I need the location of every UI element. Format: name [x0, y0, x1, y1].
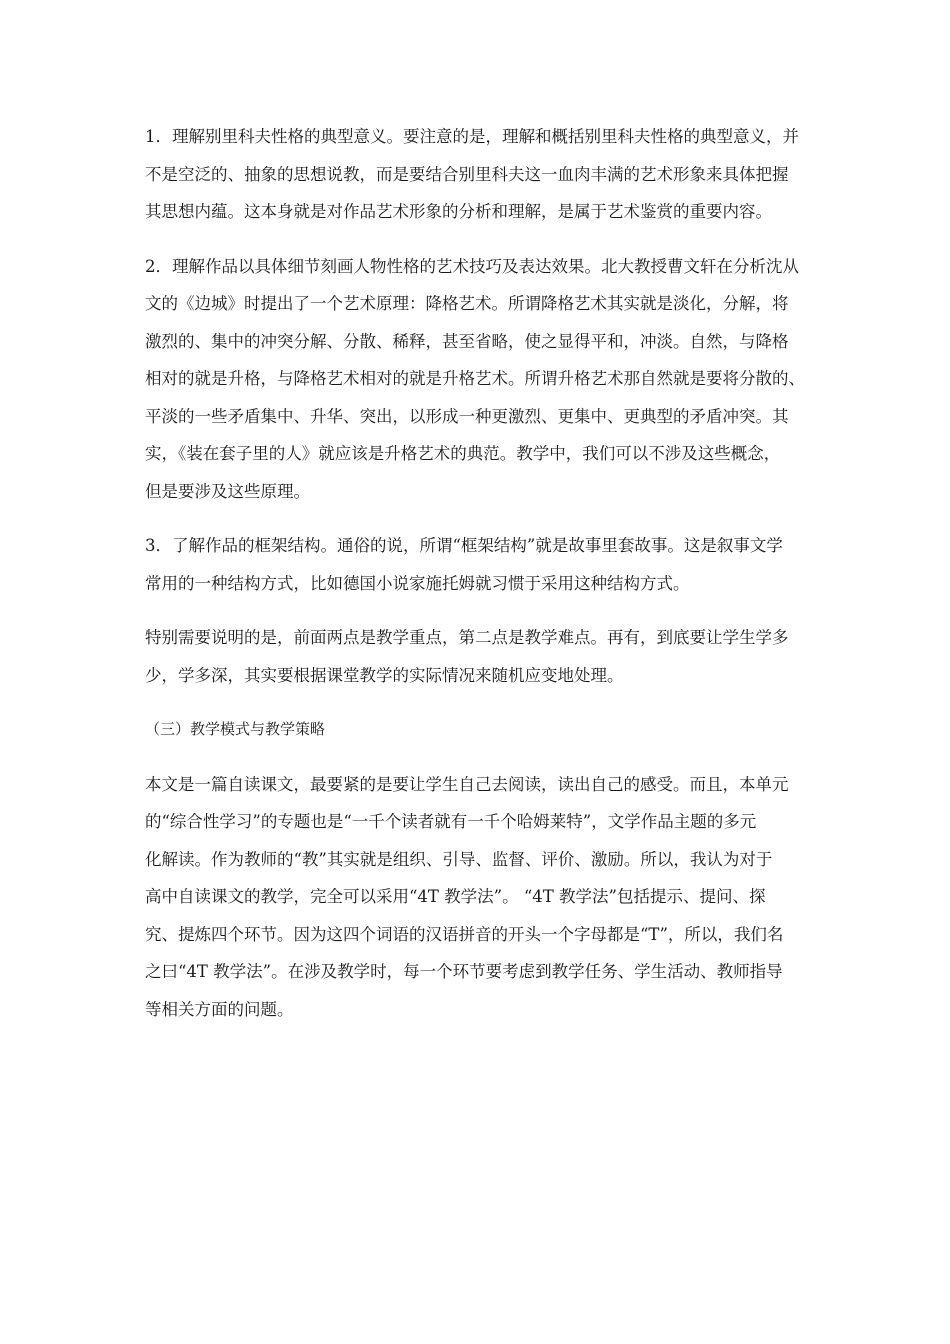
text-line: 的“综合性学习”的专题也是“一千个读者就有一千个哈姆莱特”，文学作品主题的多元	[145, 812, 757, 831]
text-line: 但是要涉及这些原理。	[145, 481, 310, 501]
text-line: 常用的一种结构方式，比如德国小说家施托姆就习惯于采用这种结构方式。	[145, 573, 690, 593]
text-line: 少，学多深，其实要根据课堂教学的实际情况来随机应变地处理。	[145, 665, 624, 685]
text-line: 之曰“4T 教学法”。在涉及教学时，每一个环节要考虑到教学任务、学生活动、教师指导	[145, 962, 783, 981]
text-line: 其思想内蕴。这本身就是对作品艺术形象的分析和理解，是属于艺术鉴赏的重要内容。	[145, 202, 772, 221]
paragraph-point-3	[145, 527, 810, 602]
text-line: 激烈的、集中的冲突分解、分散、稀释，甚至省略，使之显得平和，冲淡。自然，与降格	[145, 331, 789, 351]
text-line: 相对的就是升格，与降格艺术相对的就是升格艺术。所谓升格艺术那自然就是要将分散的、	[145, 369, 805, 388]
text-line: 3．了解作品的框架结构。通俗的说，所谓“框架结构”就是故事里套故事。这是叙事文学	[145, 536, 783, 555]
paragraph-note	[145, 619, 810, 694]
document-body	[145, 118, 810, 1045]
text-line: 2．理解作品以具体细节刻画人物性格的艺术技巧及表达效果。北大教授曹文轩在分析沈从	[145, 256, 799, 276]
text-line: 不是空泛的、抽象的思想说教，而是要结合别里科夫这一血肉丰满的艺术形象来具体把握	[145, 164, 789, 184]
paragraph-point-1	[145, 118, 810, 231]
text-line: 文的《边城》时提出了一个艺术原理：降格艺术。所谓降格艺术其实就是淡化，分解，将	[145, 294, 789, 313]
paragraph-teaching-strategy	[145, 766, 810, 1029]
text-line: 1．理解别里科夫性格的典型意义。要注意的是，理解和概括别里科夫性格的典型意义，并	[145, 127, 799, 146]
text-line: 实，《装在套子里的人》就应该是升格艺术的典范。教学中，我们可以不涉及这些概念，	[145, 444, 781, 463]
text-line: 平淡的一些矛盾集中、升华、突出，以形成一种更激烈、更集中、更典型的矛盾冲突。其	[145, 406, 789, 426]
text-line: 高中自读课文的教学，完全可以采用“4T 教学法”。 “4T 教学法”包括提示、提问、探	[145, 887, 766, 906]
text-line: 特别需要说明的是，前面两点是教学重点，第二点是教学难点。再有，到底要让学生学多	[145, 628, 789, 647]
text-line: 化解读。作为教师的“教”其实就是组织、引导、监督、评价、激励。所以，我认为对于	[145, 849, 773, 869]
paragraph-point-2	[145, 248, 810, 511]
text-line: 究、提炼四个环节。因为这四个词语的汉语拼音的开头一个字母都是“T”，所以，我们名	[145, 924, 784, 944]
text-line: 本文是一篇自读课文，最要紧的是要让学生自己去阅读，读出自己的感受。而且，本单元	[145, 774, 789, 794]
section-heading: （三）教学模式与教学策略	[145, 720, 326, 738]
text-line: 等相关方面的问题。	[145, 999, 294, 1019]
